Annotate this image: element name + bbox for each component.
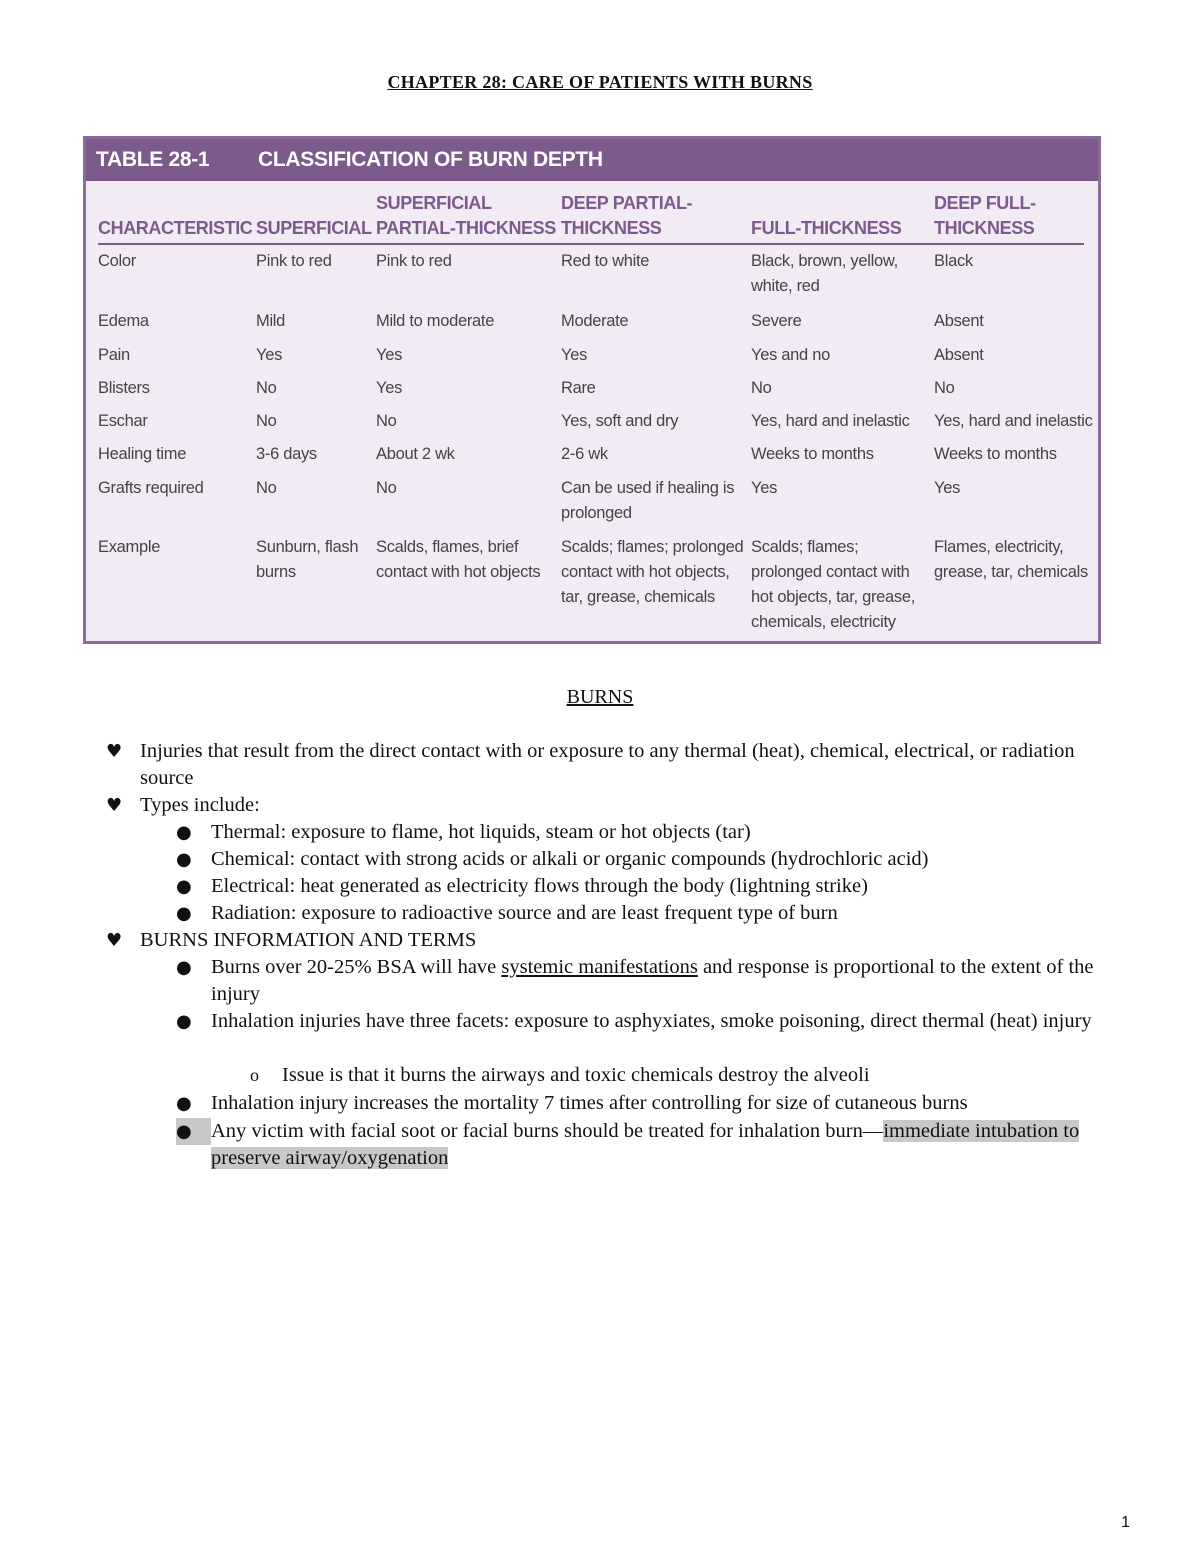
table-cell: Yes, hard and inelastic [751,412,910,430]
row-label: Eschar [98,412,148,430]
table-cell: Scalds; flames; prolonged contact with hot objects, tar, grease, chemicals [561,538,744,606]
table-cell: Sunburn, flash burns [256,538,359,581]
table-banner [86,139,1098,181]
underlined-term: systemic manifestations [501,956,698,978]
table-cell: Scalds, flames, brief contact with hot objects [376,538,541,581]
table-cell: 2-6 wk [561,445,608,463]
circle-bullet-icon: o [250,1065,259,1085]
chapter-title: CHAPTER 28: CARE OF PATIENTS WITH BURNS [387,72,813,92]
table-cell: No [751,379,772,397]
table-cell: Moderate [561,312,629,330]
table-cell: Absent [934,346,984,364]
bullet-icon: ● [176,822,192,843]
highlighted-text: immediate intubation to preserve airway/oxygenation [211,1120,1080,1169]
header-characteristic: CHARACTERISTIC [98,218,253,238]
table-cell: Red to white [561,252,650,270]
table-cell: Yes [561,346,588,364]
bullet-icon: ● [176,1093,192,1114]
heart-bullet-icon: ♥ [106,741,123,762]
header-superficial: SUPERFICIAL [256,218,372,238]
table-cell: No [376,479,397,497]
table-cell: Yes and no [751,346,830,364]
table-cell: Yes [751,479,778,497]
table-cell: No [256,412,277,430]
heart-bullet-icon: ♥ [106,795,123,816]
list-item-text: Burns over 20-25% BSA will have [211,956,502,978]
burn-depth-table [83,136,1101,644]
table-cell: Mild [256,312,286,330]
table-cell: Pink to red [256,252,332,270]
header-full-thickness: FULL-THICKNESS [751,218,902,238]
list-item: Thermal: exposure to flame, hot liquids, steam or hot objects (tar) [211,821,751,843]
list-item: Inhalation injuries have three facets: exposure to asphyxiates, smoke poisoning, direct thermal (heat) injury [211,1010,1092,1032]
table-cell: Mild to moderate [376,312,495,330]
table-number: TABLE 28-1 [96,148,210,171]
list-item: Radiation: exposure to radioactive source and are least frequent type of burn [211,902,838,924]
heart-bullet-icon: ♥ [106,930,123,951]
table-cell: Black [934,252,973,270]
table-cell: Yes [376,346,403,364]
table-cell: Weeks to months [934,445,1057,463]
table-cell: Yes [256,346,283,364]
table-cell: No [256,379,277,397]
header-superficial-partial: SUPERFICIAL PARTIAL-THICKNESS [376,193,556,238]
table-cell: No [256,479,277,497]
bullet-icon: ● [176,849,192,870]
row-label: Edema [98,312,149,330]
table-cell: Pink to red [376,252,452,270]
bullet-icon: ● [176,1011,192,1032]
list-item-text: and response is proportional to the extent of the injury [211,956,1094,1005]
header-divider [98,243,1084,245]
section-title: BURNS [566,686,634,708]
bullet-icon: ● [176,957,192,978]
table-cell: Can be used if healing is prolonged [561,479,735,522]
list-item [211,954,1111,1008]
row-label: Pain [98,346,130,364]
table-cell: Weeks to months [751,445,874,463]
list-item: BURNS INFORMATION AND TERMS [140,929,477,951]
table-title: CLASSIFICATION OF BURN DEPTH [258,148,603,171]
list-item: Chemical: contact with strong acids or alkali or organic compounds (hydrochloric acid) [211,848,929,870]
table-cell: Absent [934,312,984,330]
table-cell: Rare [561,379,596,397]
bullet-icon: ● [176,876,192,897]
row-label: Grafts required [98,479,204,497]
table-cell: Flames, electricity, grease, tar, chemicals [934,538,1088,581]
bullet-icon: ● [176,1118,211,1145]
row-label: Blisters [98,379,150,397]
table-cell: Yes [934,479,961,497]
list-item: Issue is that it burns the airways and toxic chemicals destroy the alveoli [282,1064,870,1086]
table-cell: Black, brown, yellow, white, red [751,252,898,295]
table-cell: Yes, soft and dry [561,412,679,430]
list-item: Types include: [140,794,260,816]
table-cell: Scalds; flames; prolonged contact with hot objects, tar, grease, chemicals, electricity [751,538,916,631]
table-cell: About 2 wk [376,445,455,463]
bullet-icon: ● [176,903,192,924]
list-item: Injuries that result from the direct contact with or exposure to any thermal (heat), chemical, electrical, or radiation source [140,740,1075,789]
row-label: Color [98,252,136,270]
row-label: Healing time [98,445,187,463]
table-cell: No [376,412,397,430]
header-deep-partial: DEEP PARTIAL-THICKNESS [561,193,693,238]
table-cell: No [934,379,955,397]
row-label: Example [98,538,161,556]
list-item: Electrical: heat generated as electricity flows through the body (lightning strike) [211,875,868,897]
list-item: Inhalation injury increases the mortality 7 times after controlling for size of cutaneous burns [211,1092,968,1114]
list-item [211,1118,1111,1172]
header-deep-full: DEEP FULL-THICKNESS [934,193,1036,238]
page-number: 1 [1121,1514,1130,1531]
list-item-text: Any victim with facial soot or facial burns should be treated for inhalation burn— [211,1120,884,1142]
table-cell: Severe [751,312,802,330]
table-cell: 3-6 days [256,445,317,463]
table-cell: Yes, hard and inelastic [934,412,1093,430]
table-cell: Yes [376,379,403,397]
